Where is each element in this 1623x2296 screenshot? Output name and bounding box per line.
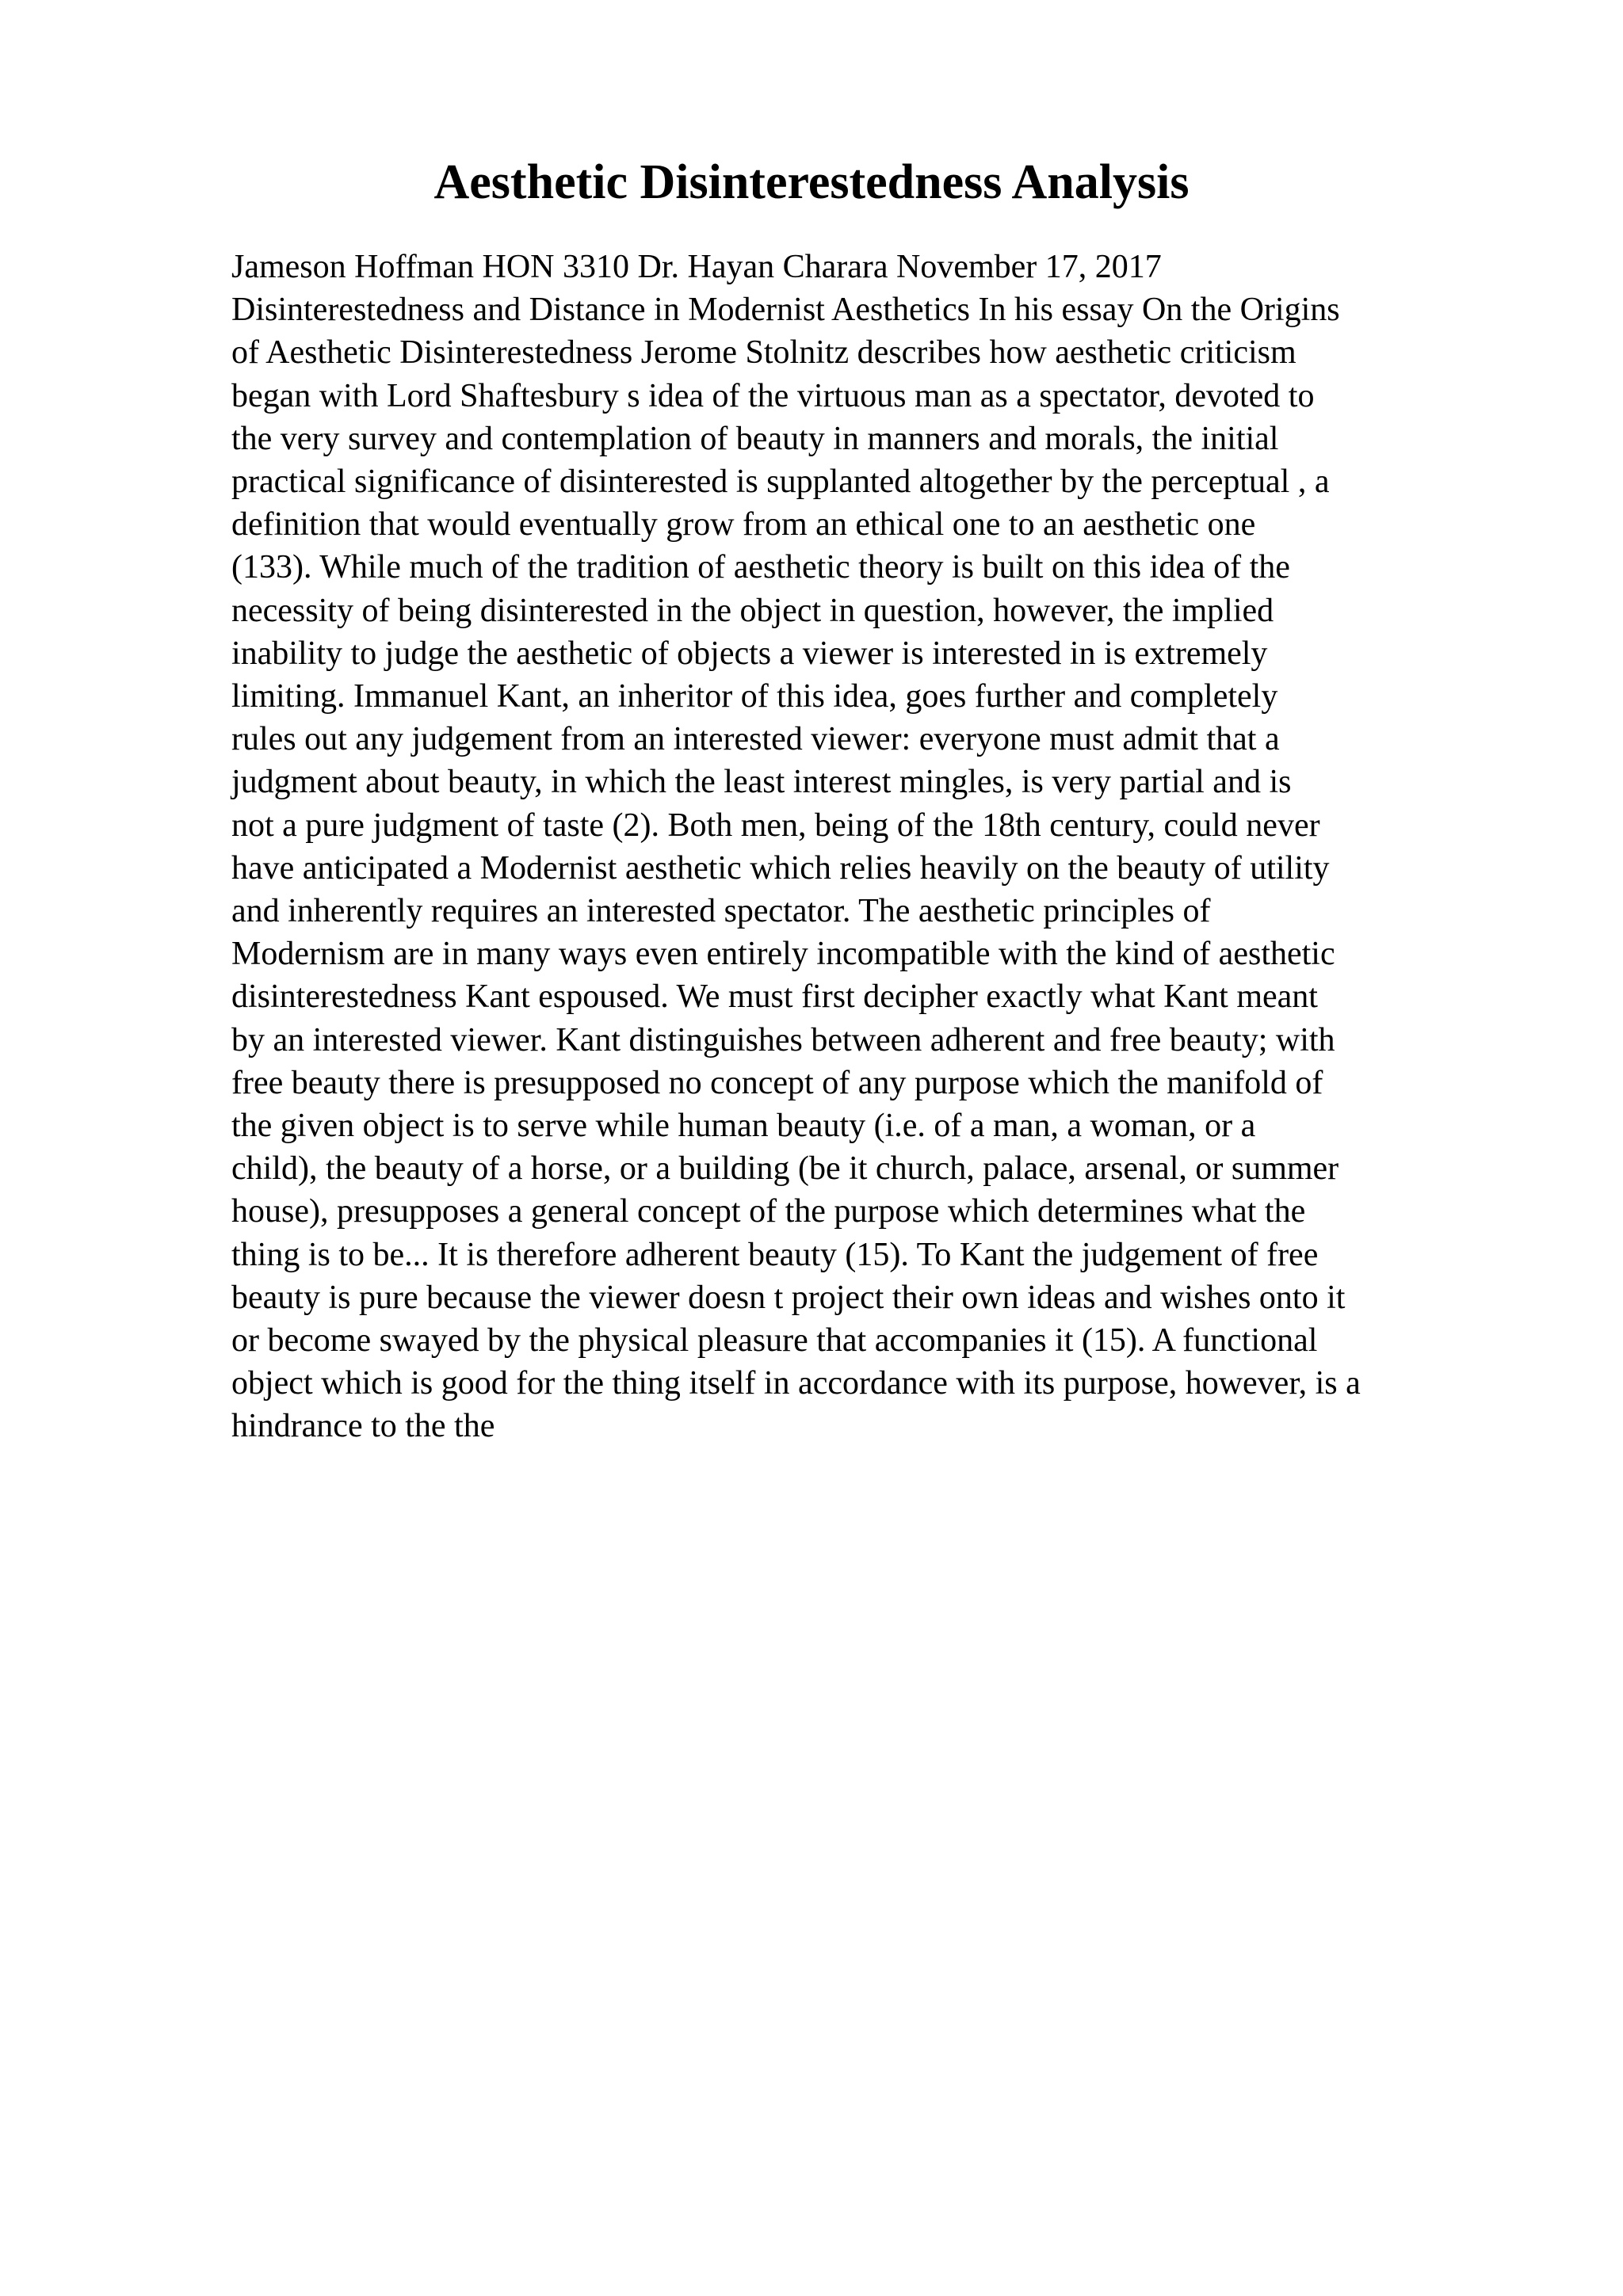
body-line: object which is good for the thing itself in accordance with its purpose, however, is a <box>231 1365 1361 1402</box>
body-line: beauty is pure because the viewer doesn t project their own ideas and wishes onto it <box>231 1279 1346 1316</box>
body-line: the very survey and contemplation of beauty in manners and morals, the initial <box>231 420 1279 457</box>
body-line: inability to judge the aesthetic of objects a viewer is interested in is extremely <box>231 635 1268 672</box>
document-body <box>231 246 1499 1448</box>
body-line: rules out any judgement from an interested viewer: everyone must admit that a <box>231 721 1280 758</box>
body-line: thing is to be... It is therefore adherent beauty (15). To Kant the judgement of free <box>231 1236 1319 1273</box>
body-line: child), the beauty of a horse, or a building (be it church, palace, arsenal, or summer <box>231 1150 1339 1188</box>
body-line: began with Lord Shaftesbury s idea of the virtuous man as a spectator, devoted to <box>231 377 1315 414</box>
body-line: the given object is to serve while human beauty (i.e. of a man, a woman, or a <box>231 1108 1256 1145</box>
body-line: Jameson Hoffman HON 3310 Dr. Hayan Charara November 17, 2017 <box>231 249 1162 285</box>
body-line: have anticipated a Modernist aesthetic which relies heavily on the beauty of utility <box>231 849 1330 887</box>
body-line: Disinterestedness and Distance in Modernist Aesthetics In his essay On the Origins <box>231 292 1340 329</box>
body-line: of Aesthetic Disinterestedness Jerome Stolnitz describes how aesthetic criticism <box>231 334 1296 372</box>
body-line: definition that would eventually grow from an ethical one to an aesthetic one <box>231 506 1256 543</box>
body-line: not a pure judgment of taste (2). Both men, being of the 18th century, could never <box>231 807 1320 844</box>
body-line: Modernism are in many ways even entirely incompatible with the kind of aesthetic <box>231 936 1335 973</box>
body-line: by an interested viewer. Kant distinguishes between adherent and free beauty; with <box>231 1021 1335 1058</box>
body-line: free beauty there is presupposed no concept of any purpose which the manifold of <box>231 1064 1323 1101</box>
body-line: or become swayed by the physical pleasure that accompanies it (15). A functional <box>231 1322 1318 1360</box>
body-line: and inherently requires an interested spectator. The aesthetic principles of <box>231 893 1211 930</box>
body-line: house), presupposes a general concept of the purpose which determines what the <box>231 1193 1306 1230</box>
body-line: limiting. Immanuel Kant, an inheritor of this idea, goes further and completely <box>231 678 1278 715</box>
body-line: (133). While much of the tradition of aesthetic theory is built on this idea of the <box>231 549 1290 586</box>
body-line: disinterestedness Kant espoused. We must first decipher exactly what Kant meant <box>231 978 1318 1016</box>
body-line: judgment about beauty, in which the least interest mingles, is very partial and is <box>231 764 1292 801</box>
document-title: Aesthetic Disinterestedness Analysis <box>433 155 1190 209</box>
body-line: practical significance of disinterested is supplanted altogether by the perceptual , a <box>231 463 1330 501</box>
body-line: hindrance to the the <box>231 1408 495 1445</box>
body-line: necessity of being disinterested in the object in question, however, the implied <box>231 592 1274 629</box>
